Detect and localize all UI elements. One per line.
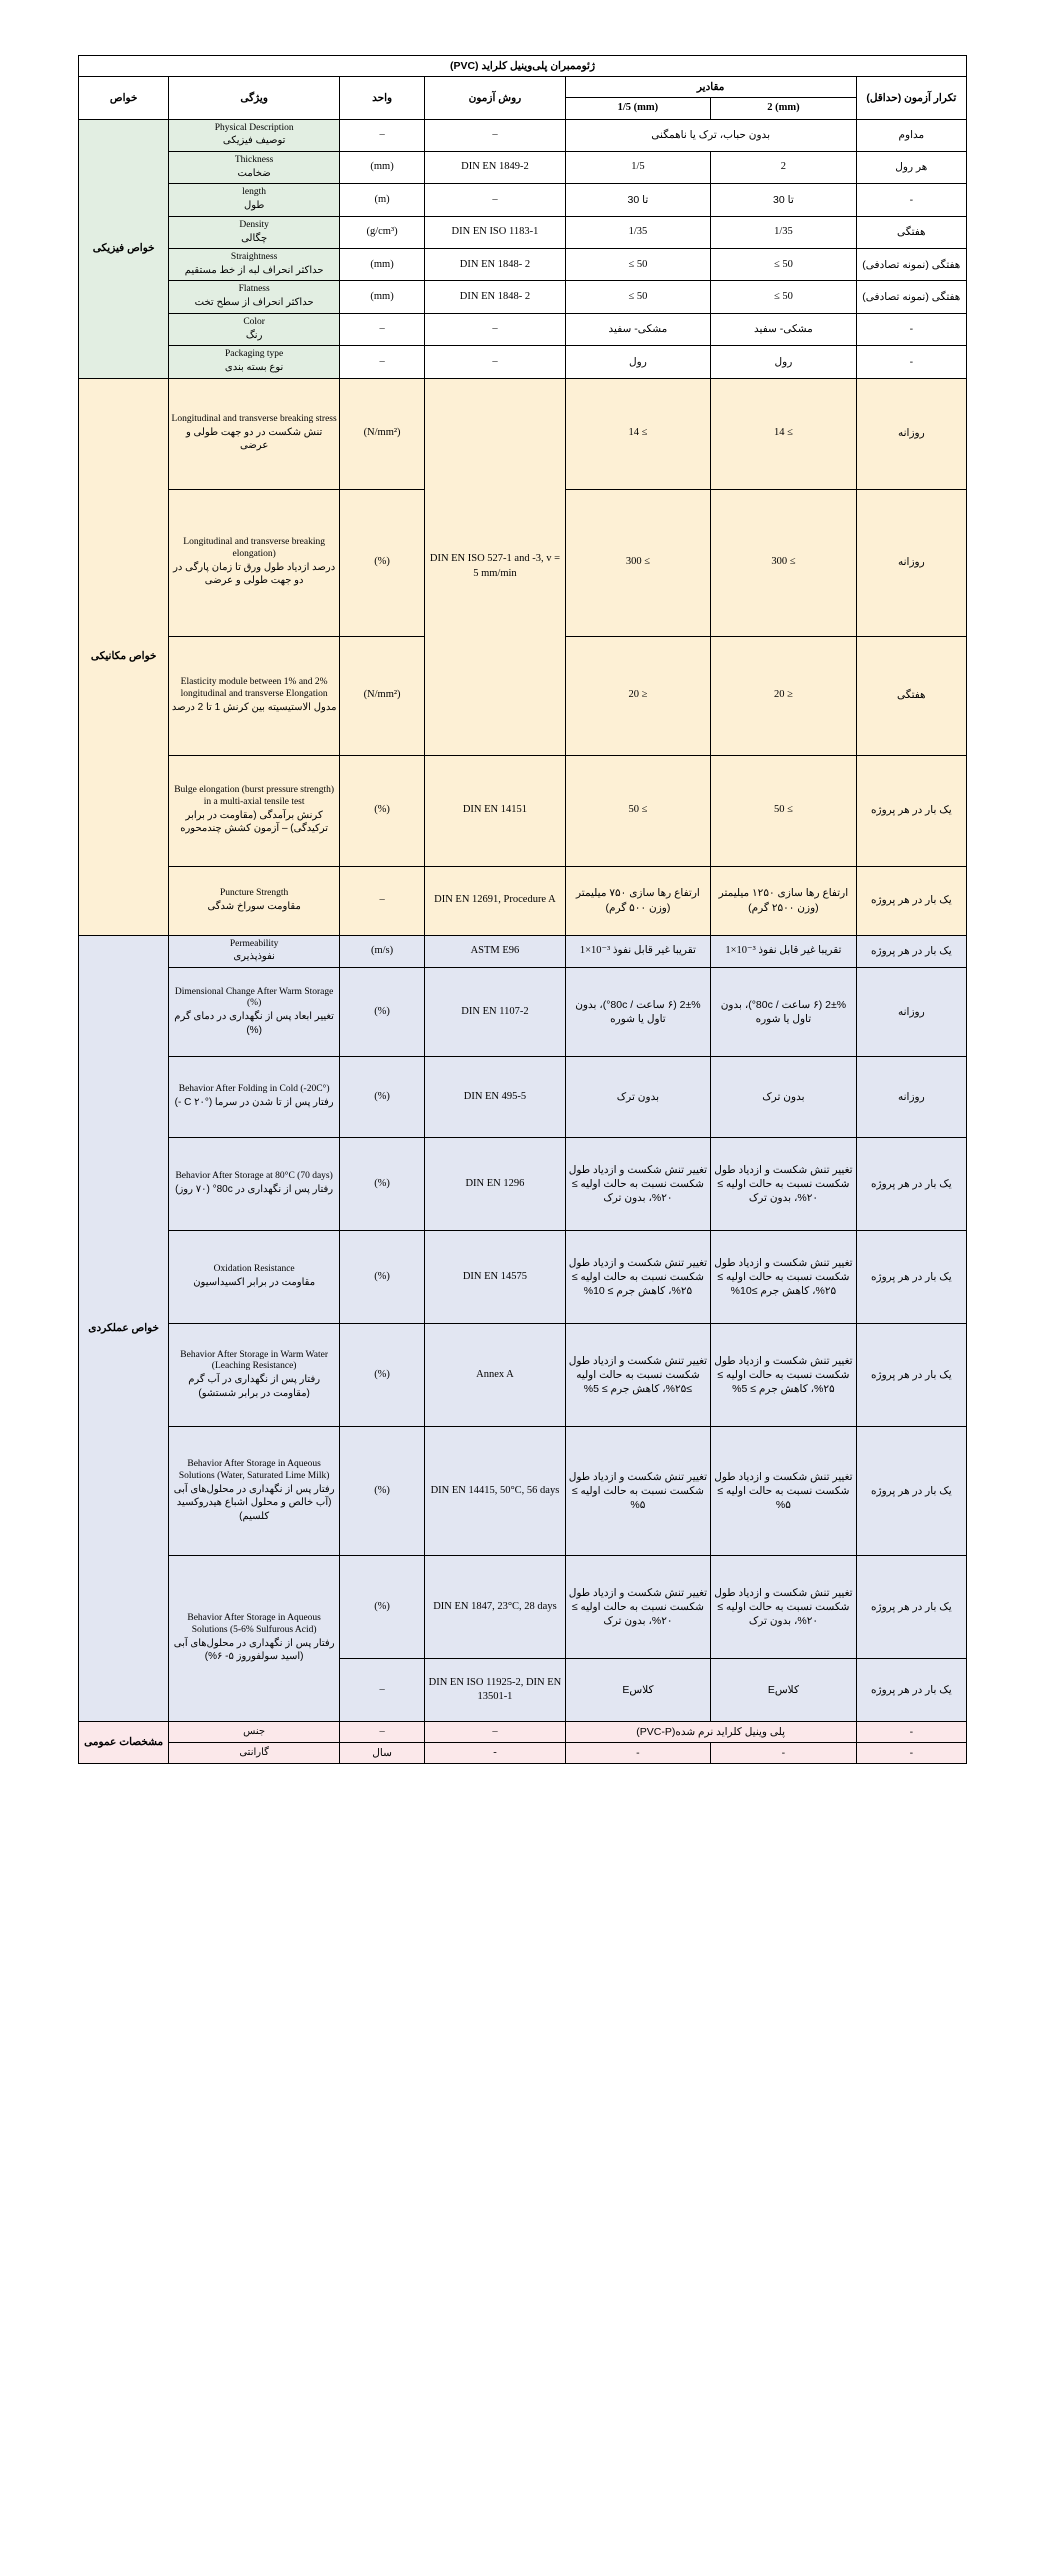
cell-value-1-5mm: - [565, 1743, 710, 1764]
cell-value-1-5mm: 1×10⁻³ تقریبا غیر قابل نفوذ [565, 935, 710, 967]
cell-unit: (m/s) [339, 935, 424, 967]
cell-repeat: - [856, 313, 966, 345]
table-row [79, 151, 967, 183]
cell-property [169, 346, 340, 378]
cell-value-1-5mm: تا 30 [565, 184, 710, 216]
property-fa: رفتار پس از نگهداری در محلول‌های آبی (اسید سولفوروز ۵- ۶%) [173, 1637, 335, 1663]
cell-value-1-5mm: تغییر تنش شکست و ازدیاد طول شکست نسبت به حالت اولیه ≥ ۲۵%، کاهش جرم ≥ 10% [565, 1230, 710, 1323]
cell-unit: (%) [339, 1426, 424, 1555]
cell-unit: سال [339, 1743, 424, 1764]
cell-repeat: مداوم [856, 119, 966, 151]
cell-value-1-5mm: 300 ≤ [565, 489, 710, 636]
property-fa: رفتار پس از نگهداری در محلول‌های آبی (آب خالص و محلول اشباع هیدروکسید کلسیم) [173, 1483, 335, 1522]
cell-method: DIN EN 1847, 23°C, 28 days [425, 1555, 565, 1658]
property-en: Longitudinal and transverse breaking stress [171, 414, 337, 425]
property-en: Elasticity module between 1% and 2% longitudinal and transverse Elongation [180, 676, 328, 699]
property-en: Bulge elongation (burst pressure strength) in a multi-axial tensile test [174, 785, 335, 808]
property-en: Physical Description [214, 122, 294, 133]
cell-method: DIN EN 14575 [425, 1230, 565, 1323]
cell-repeat: یک بار در هر پروژه [856, 866, 966, 935]
cell-repeat: یک بار در هر پروژه [856, 755, 966, 866]
header-method: روش آزمون [425, 77, 565, 119]
cell-method: – [425, 119, 565, 151]
cell-value-2mm: ≤ 50 [711, 249, 856, 281]
cell-value-1-5mm: مشکی- سفید [565, 313, 710, 345]
cell-property [169, 1323, 340, 1426]
cell-value-1-5mm: 50 ≤ [565, 755, 710, 866]
cell-value-2mm: 1×10⁻³ تقریبا غیر قابل نفوذ [711, 935, 856, 967]
cell-value-1-5mm: تغییر تنش شکست و ازدیاد طول شکست نسبت به حالت اولیه ≥۲۵%، کاهش جرم ≥ 5% [565, 1323, 710, 1426]
cell-value-2mm: کلاس‌E [711, 1658, 856, 1721]
table-row [79, 866, 967, 935]
cell-value-1-5mm: ≤ 50 [565, 249, 710, 281]
cell-unit: (%) [339, 755, 424, 866]
cell-method: DIN EN ISO 1183-1 [425, 216, 565, 248]
property-fa: درصد ازدیاد طول ورق تا زمان پارگی در دو جهت طولی و عرضی [173, 561, 336, 587]
table-row [79, 119, 967, 151]
cell-repeat: یک بار در هر پروژه [856, 1658, 966, 1721]
table-row [79, 1721, 967, 1742]
cell-repeat: یک بار در هر پروژه [856, 1555, 966, 1658]
cell-value-1-5mm: تغییر تنش شکست و ازدیاد طول شکست نسبت به حالت اولیه ≥ ۵% [565, 1426, 710, 1555]
property-en: Behavior After Storage at 80°C (70 days) [175, 1171, 333, 1182]
cell-method: DIN EN 1849-2 [425, 151, 565, 183]
cell-value-2mm: 20 ≥ [711, 636, 856, 755]
cell-property [169, 313, 340, 345]
table-row [79, 967, 967, 1056]
property-en: Longitudinal and transverse breaking elongation) [183, 537, 325, 560]
cell-value-2mm: 300 ≤ [711, 489, 856, 636]
cell-property [169, 1721, 340, 1742]
property-en: Puncture Strength [219, 887, 289, 898]
cell-property [169, 967, 340, 1056]
cell-repeat: یک بار در هر پروژه [856, 1323, 966, 1426]
cell-value-2mm: تغییر تنش شکست و ازدیاد طول شکست نسبت به حالت اولیه ≥ ۲۰%، بدون ترک [711, 1137, 856, 1230]
property-en: Packaging type [224, 349, 284, 360]
property-en: Behavior After Storage in Warm Water (Leaching Resistance) [180, 1349, 328, 1372]
cell-method: – [425, 184, 565, 216]
property-fa: رفتار پس از تا شدن در سرما (°C ۲۰ -) [174, 1097, 334, 1109]
cell-repeat: - [856, 346, 966, 378]
table-row [79, 1056, 967, 1137]
cell-unit: (m) [339, 184, 424, 216]
property-fa: نفوذپذیری [233, 951, 275, 963]
cell-repeat: یک بار در هر پروژه [856, 1230, 966, 1323]
property-fa: مقاومت سوراخ شدگی [207, 900, 301, 912]
cell-value-1-5mm: ارتفاع رها سازی ۷۵۰ میلیمتر (وزن ۵۰۰ گرم) [565, 866, 710, 935]
property-fa: رنگ [245, 329, 263, 341]
property-en: Behavior After Folding in Cold (-20C°) [178, 1084, 330, 1095]
cell-value-2mm: تغییر تنش شکست و ازدیاد طول شکست نسبت به حالت اولیه ≥ ۲۰%، بدون ترک [711, 1555, 856, 1658]
cell-property [169, 636, 340, 755]
header-row-1 [79, 77, 967, 98]
cell-repeat: روزانه [856, 489, 966, 636]
table-row [79, 1137, 967, 1230]
table-row [79, 1426, 967, 1555]
cell-unit: – [339, 346, 424, 378]
property-fa: جنس [243, 1726, 266, 1738]
cell-property [169, 281, 340, 313]
cell-value-2mm: بدون ترک [711, 1056, 856, 1137]
cell-value-1-5mm: بدون ترک [565, 1056, 710, 1137]
cell-property [169, 216, 340, 248]
cell-value-2mm: مشکی- سفید [711, 313, 856, 345]
property-fa: طول [243, 200, 265, 212]
cell-method: – [425, 346, 565, 378]
group-mechanical: خواص مکانیکی [79, 378, 169, 935]
cell-value-1-5mm: تغییر تنش شکست و ازدیاد طول شکست نسبت به حالت اولیه ≥ ۲۰%، بدون ترک [565, 1137, 710, 1230]
cell-unit: (N/mm²) [339, 636, 424, 755]
page-title: ژئوممبران پلی‌وینیل کلراید (PVC) [79, 56, 967, 77]
table-row [79, 313, 967, 345]
cell-method: DIN EN ISO 11925-2, DIN EN 13501-1 [425, 1658, 565, 1721]
property-fa: ضخامت [237, 167, 271, 179]
property-fa: گارانتی [239, 1747, 269, 1759]
header-value-2mm: 2 (mm) [711, 98, 856, 119]
cell-property [169, 1555, 340, 1721]
cell-value-1-5mm: 14 ≤ [565, 378, 710, 489]
cell-property [169, 1426, 340, 1555]
property-en: Behavior After Storage in Aqueous Solutions (Water, Saturated Lime Milk) [178, 1458, 330, 1481]
cell-value-1-5mm: 2±% (۶ ساعت / 80c°)، بدون تاول یا شوره [565, 967, 710, 1056]
property-en: Density [239, 219, 269, 230]
cell-property [169, 1056, 340, 1137]
cell-value-2mm: 2 [711, 151, 856, 183]
cell-method: DIN EN 14415, 50°C, 56 days [425, 1426, 565, 1555]
table-row [79, 1555, 967, 1658]
property-fa: حداکثر انحراف از سطح تخت [194, 297, 314, 309]
group-general-spec: مشخصات عمومی [79, 1721, 169, 1763]
cell-repeat: هر رول [856, 151, 966, 183]
property-en: Straightness [230, 252, 278, 263]
cell-property [169, 489, 340, 636]
cell-property [169, 866, 340, 935]
property-fa: حداکثر انحراف لبه از خط مستقیم [184, 264, 324, 276]
table-row [79, 935, 967, 967]
cell-method: – [425, 313, 565, 345]
cell-value-2mm: تغییر تنش شکست و ازدیاد طول شکست نسبت به حالت اولیه ≥ ۲۵%، کاهش جرم ≥10% [711, 1230, 856, 1323]
cell-value-2mm: ارتفاع رها سازی ۱۲۵۰ میلیمتر (وزن ۲۵۰۰ گرم) [711, 866, 856, 935]
cell-unit: (N/mm²) [339, 378, 424, 489]
cell-repeat: روزانه [856, 1056, 966, 1137]
property-fa: تنش شکست در دو جهت طولی و عرضی [185, 426, 323, 452]
table-row [79, 184, 967, 216]
cell-repeat: - [856, 184, 966, 216]
header-property: ویژگی [169, 77, 340, 119]
cell-property [169, 378, 340, 489]
cell-unit: (mm) [339, 151, 424, 183]
cell-repeat: - [856, 1721, 966, 1742]
cell-property [169, 755, 340, 866]
cell-value-1-5mm: کلاس‌E [565, 1658, 710, 1721]
cell-value-1-5mm: تغییر تنش شکست و ازدیاد طول شکست نسبت به حالت اولیه ≥ ۲۰%، بدون ترک [565, 1555, 710, 1658]
cell-repeat: - [856, 1743, 966, 1764]
cell-value-1-5mm: ≤ 50 [565, 281, 710, 313]
table-row [79, 755, 967, 866]
table-row [79, 346, 967, 378]
cell-repeat: هفتگی (نمونه تصادفی) [856, 249, 966, 281]
cell-repeat: هفتگی (نمونه تصادفی) [856, 281, 966, 313]
cell-value-both: پلی وینیل کلراید نرم شده(PVC-P) [565, 1721, 856, 1742]
property-en: Behavior After Storage in Aqueous Solutions (5-6% Sulfurous Acid) [187, 1613, 321, 1635]
header-group: خواص [79, 77, 169, 119]
cell-repeat: یک بار در هر پروژه [856, 1426, 966, 1555]
property-fa: مدول الاستیسیته بین کرنش 1 تا 2 درصد [171, 701, 337, 713]
cell-unit: (g/cm³) [339, 216, 424, 248]
cell-method: DIN EN 1296 [425, 1137, 565, 1230]
cell-repeat: یک بار در هر پروژه [856, 1137, 966, 1230]
cell-value-2mm: 2±% (۶ ساعت / 80c°)، بدون تاول یا شوره [711, 967, 856, 1056]
table-row [79, 281, 967, 313]
cell-repeat: روزانه [856, 378, 966, 489]
cell-repeat: یک بار در هر پروژه [856, 935, 966, 967]
cell-repeat: هفتگی [856, 636, 966, 755]
property-fa: رفتار پس از نگهداری در آب گرم (مقاومت در برابر شستشو) [188, 1374, 321, 1399]
cell-unit: (%) [339, 1137, 424, 1230]
header-value-1-5mm: 1/5 (mm) [565, 98, 710, 119]
property-fa: کرنش برآمدگی (مقاومت در برابر ترکیدگی) – آزمون کشش چندمحوره [180, 809, 329, 835]
cell-value-1-5mm: رول [565, 346, 710, 378]
property-en: Color [243, 316, 265, 327]
cell-property [169, 1743, 340, 1764]
cell-value-2mm: 50 ≤ [711, 755, 856, 866]
cell-value-1-5mm: 1/5 [565, 151, 710, 183]
cell-unit: (%) [339, 489, 424, 636]
cell-property [169, 119, 340, 151]
group-functional: خواص عملکردی [79, 935, 169, 1721]
cell-unit: (mm) [339, 249, 424, 281]
cell-unit: – [339, 866, 424, 935]
cell-method: DIN EN 1848- 2 [425, 249, 565, 281]
cell-unit: – [339, 1658, 424, 1721]
cell-method: ASTM E96 [425, 935, 565, 967]
cell-value-1-5mm: 20 ≥ [565, 636, 710, 755]
property-en: Thickness [234, 154, 274, 165]
cell-value-2mm: 14 ≤ [711, 378, 856, 489]
cell-value-both: بدون حباب، ترک یا ناهمگنی [565, 119, 856, 151]
cell-property [169, 1137, 340, 1230]
cell-value-2mm: 1/35 [711, 216, 856, 248]
cell-unit: – [339, 1721, 424, 1742]
cell-unit: (%) [339, 1056, 424, 1137]
cell-method: - [425, 1743, 565, 1764]
group-physical: خواص فیزیکی [79, 119, 169, 378]
cell-unit: (%) [339, 967, 424, 1056]
cell-value-2mm: تغییر تنش شکست و ازدیاد طول شکست نسبت به حالت اولیه ≥ ۲۵%، کاهش جرم ≥ 5% [711, 1323, 856, 1426]
table-row [79, 1323, 967, 1426]
header-values: مقادیر [565, 77, 856, 98]
cell-unit: (mm) [339, 281, 424, 313]
table-row [79, 378, 967, 489]
cell-property [169, 184, 340, 216]
cell-method: Annex A [425, 1323, 565, 1426]
cell-method: DIN EN ISO 527-1 and -3, v = 5 mm/min [425, 378, 565, 755]
cell-property [169, 151, 340, 183]
cell-property [169, 1230, 340, 1323]
property-fa: نوع بسته بندی [224, 362, 284, 374]
cell-value-2mm: ≤ 50 [711, 281, 856, 313]
property-en: Flatness [238, 284, 270, 295]
property-en: length [242, 187, 266, 198]
cell-method: DIN EN 1848- 2 [425, 281, 565, 313]
header-repeat: تکرار آزمون (حداقل) [856, 77, 966, 119]
table-row [79, 249, 967, 281]
cell-unit: (%) [339, 1555, 424, 1658]
cell-method: DIN EN 495-5 [425, 1056, 565, 1137]
header-unit: واحد [339, 77, 424, 119]
cell-method: – [425, 1721, 565, 1742]
table-row [79, 1230, 967, 1323]
property-fa: چگالی [241, 232, 268, 244]
table-title-row [79, 56, 967, 77]
cell-method: DIN EN 14151 [425, 755, 565, 866]
cell-value-1-5mm: 1/35 [565, 216, 710, 248]
property-en: Oxidation Resistance [213, 1264, 295, 1275]
cell-value-2mm: تا 30 [711, 184, 856, 216]
cell-method: DIN EN 1107-2 [425, 967, 565, 1056]
property-fa: تغییر ابعاد پس از نگهداری در دمای گرم (%) [174, 1011, 334, 1036]
cell-unit: – [339, 119, 424, 151]
cell-method: DIN EN 12691, Procedure A [425, 866, 565, 935]
cell-value-2mm: - [711, 1743, 856, 1764]
cell-unit: (%) [339, 1323, 424, 1426]
cell-value-2mm: تغییر تنش شکست و ازدیاد طول شکست نسبت به حالت اولیه ≥ ۵% [711, 1426, 856, 1555]
cell-property [169, 935, 340, 967]
cell-repeat: روزانه [856, 967, 966, 1056]
cell-value-2mm: رول [711, 346, 856, 378]
cell-repeat: هفتگی [856, 216, 966, 248]
cell-unit: – [339, 313, 424, 345]
cell-property [169, 249, 340, 281]
specification-table [78, 55, 967, 1764]
property-fa: رفتار پس از نگهداری در 80c° (۷۰ روز) [175, 1184, 334, 1196]
property-fa: مقاومت در برابر اکسیداسیون [193, 1277, 316, 1289]
property-en: Dimensional Change After Warm Storage (%) [174, 986, 334, 1009]
property-fa: توصیف فیزیکی [222, 135, 286, 147]
property-en: Permeability [229, 938, 279, 949]
table-row [79, 1743, 967, 1764]
cell-unit: (%) [339, 1230, 424, 1323]
table-row [79, 216, 967, 248]
